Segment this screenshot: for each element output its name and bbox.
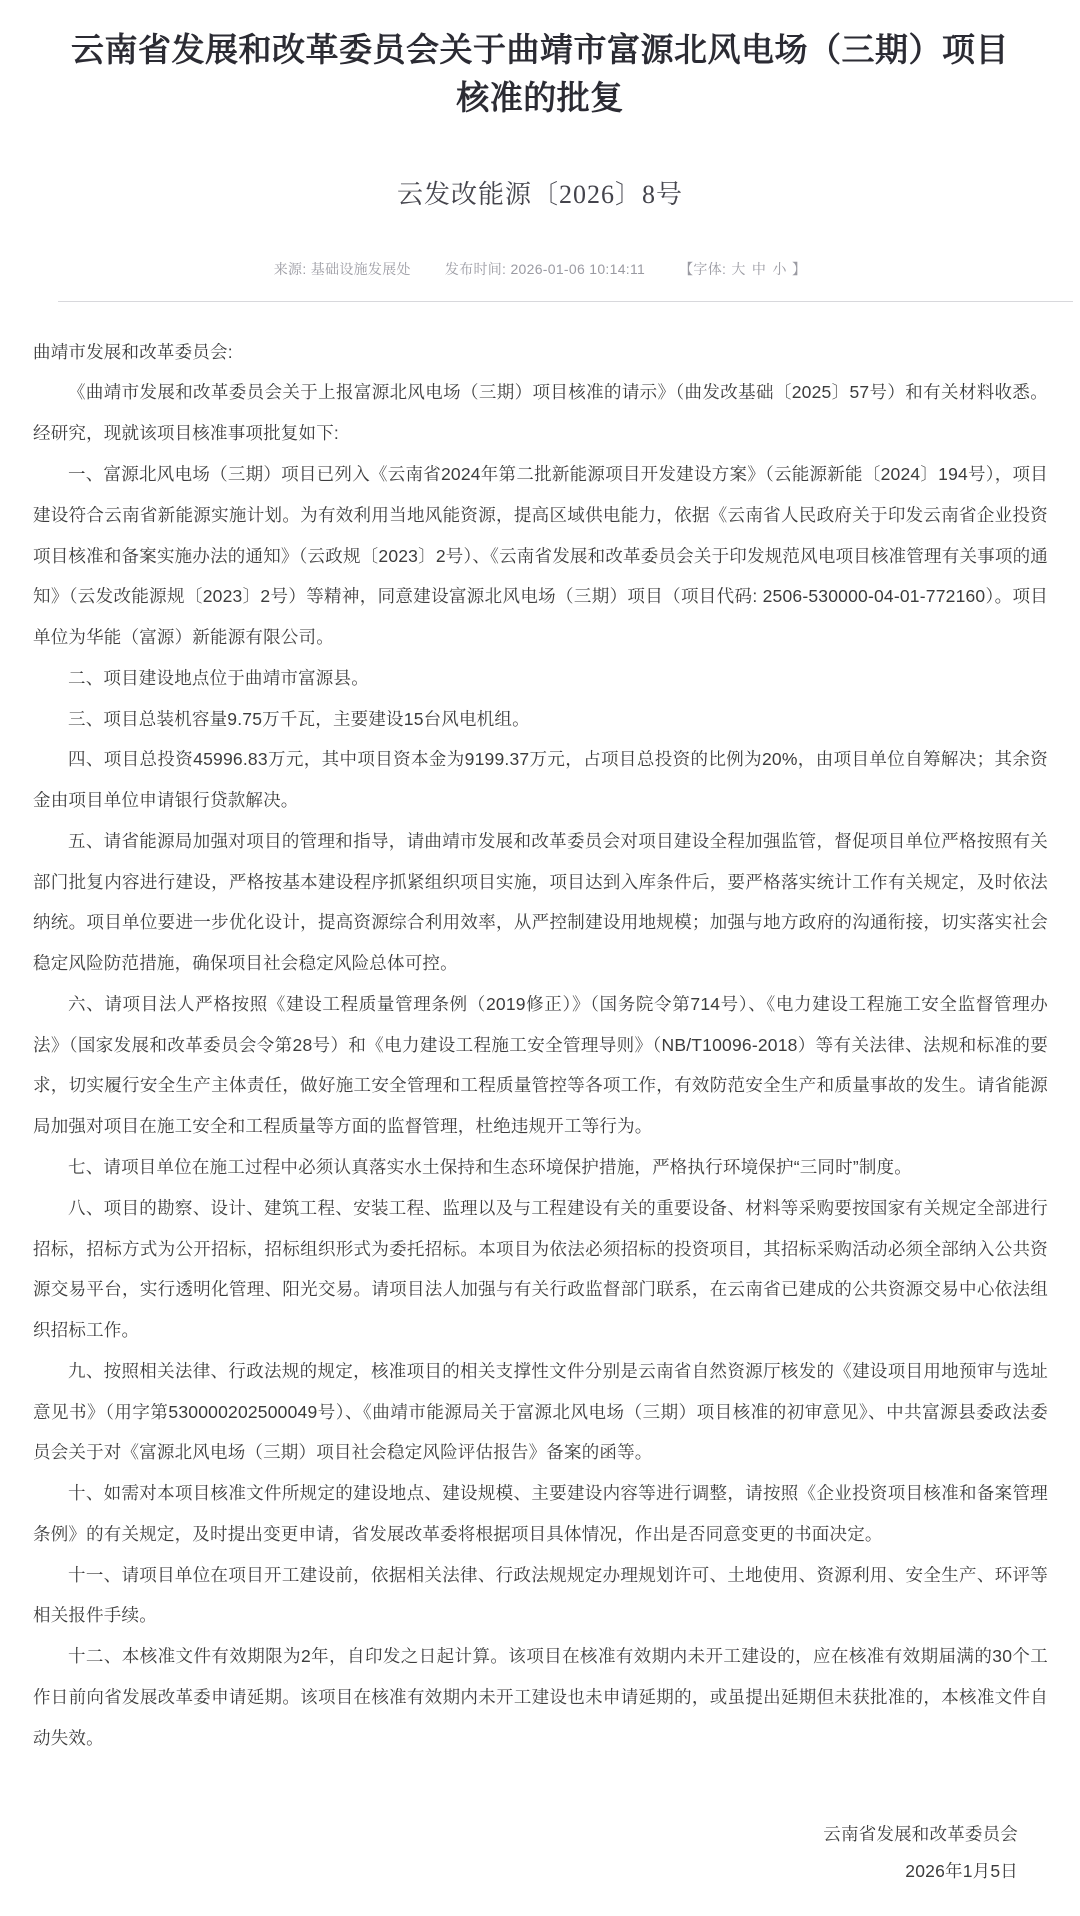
publish-time-meta (445, 259, 645, 279)
font-size-label: 【字体: (679, 260, 727, 277)
intro-paragraph: 《曲靖市发展和改革委员会关于上报富源北风电场（三期）项目核准的请示》（曲发改基础〔2025〕57号）和有关材料收悉。经研究，现就该项目核准事项批复如下: (33, 382, 1048, 444)
publish-time-label: 发布时间: (444, 260, 507, 277)
font-size-large-button[interactable]: 大 (731, 260, 746, 277)
document-header (0, 0, 1080, 302)
font-size-suffix: 】 (791, 260, 807, 277)
clause-paragraph: 八、项目的勘察、设计、建筑工程、安装工程、监理以及与工程建设有关的重要设备、材料等采购要按国家有关规定全部进行招标，招标方式为公开招标，招标组织形式为委托招标。本项目为依法必须招标的投资项目，其招标采购活动必须全部纳入公共资源交易平台，实行透明化管理、阳光交易。请项目法人加强与有关行政监督部门联系，在云南省已建成的公共资源交易中心依法组织招标工作。 (33, 1197, 1048, 1341)
source-label: 来源: (273, 260, 307, 277)
document-body (0, 302, 1080, 1916)
clause-paragraph: 三、项目总装机容量9.75万千瓦，主要建设15台风电机组。 (68, 708, 530, 729)
font-size-medium-button[interactable]: 中 (751, 260, 767, 277)
clause-paragraph: 十一、请项目单位在项目开工建设前，依据相关法律、行政法规规定办理规划许可、土地使用、资源利用、安全生产、环评等相关报件手续。 (33, 1564, 1048, 1626)
font-size-controls (679, 259, 806, 279)
document-meta (58, 211, 1022, 279)
source-meta (274, 259, 411, 279)
clause-paragraph: 四、项目总投资45996.83万元，其中项目资本金为9199.37万元，占项目总投资的比例为20%，由项目单位自筹解决；其余资金由项目单位申请银行贷款解决。 (33, 749, 1048, 811)
issue-date: 2026年1月5日 (905, 1861, 1018, 1882)
source-value: 基础设施发展处 (310, 260, 411, 277)
clause-paragraph: 一、富源北风电场（三期）项目已列入《云南省2024年第二批新能源项目开发建设方案》（云能源新能〔2024〕194号），项目建设符合云南省新能源实施计划。为有效利用当地风能资源，提高区域供电能力，依据《云南省人民政府关于印发云南省企业投资项目核准和备案实施办法的通知》（云政规〔2023〕2号）、《云南省发展和改革委员会关于印发规范风电项目核准管理有关事项的通知》（云发改能源规〔2023〕2号）等精神，同意建设富源北风电场（三期）项目（项目代码: 2506-530000-04-01-772160）。项目单位为华能（富源）新能源有限公司。 (33, 463, 1048, 648)
publish-time-value: 2026-01-06 10:14:11 (510, 260, 646, 277)
font-size-small-button[interactable]: 小 (772, 260, 787, 277)
signature-block (33, 1758, 1048, 1890)
clause-paragraph: 十、如需对本项目核准文件所规定的建设地点、建设规模、主要建设内容等进行调整，请按照《企业投资项目核准和备案管理条例》的有关规定，及时提出变更申请，省发展改革委将根据项目具体情况，作出是否同意变更的书面决定。 (33, 1483, 1048, 1544)
page-title: 云南省发展和改革委员会关于曲靖市富源北风电场（三期）项目核准的批复 (71, 31, 1009, 116)
clause-paragraph: 六、请项目法人严格按照《建设工程质量管理条例（2019修正）》（国务院令第714号）、《电力建设工程施工安全监督管理办法》（国家发展和改革委员会令第28号）和《电力建设工程施工安全管理导则》（NB/T10096-2018）等有关法律、法规和标准的要求，切实履行安全生产主体责任，做好施工安全管理和工程质量管控等各项工作，有效防范安全生产和质量事故的发生。请省能源局加强对项目在施工安全和工程质量等方面的监督管理，杜绝违规开工等行为。 (33, 993, 1048, 1137)
clause-paragraph: 二、项目建设地点位于曲靖市富源县。 (68, 667, 369, 688)
bottom-spacer (33, 1890, 1048, 1916)
clause-paragraph: 九、按照相关法律、行政法规的规定，核准项目的相关支撑性文件分别是云南省自然资源厅核发的《建设项目用地预审与选址意见书》（用字第530000202500049号）、《曲靖市能源局关于富源北风电场（三期）项目核准的初审意见》、中共富源县委政法委员会关于对《富源北风电场（三期）项目社会稳定风险评估报告》备案的函等。 (33, 1360, 1048, 1463)
clause-paragraph: 五、请省能源局加强对项目的管理和指导，请曲靖市发展和改革委员会对项目建设全程加强监管，督促项目单位严格按照有关部门批复内容进行建设，严格按基本建设程序抓紧组织项目实施，项目达到入库条件后，要严格落实统计工作有关规定，及时依法纳统。项目单位要进一步优化设计，提高资源综合利用效率，从严控制建设用地规模；加强与地方政府的沟通衔接，切实落实社会稳定风险防范措施，确保项目社会稳定风险总体可控。 (33, 830, 1048, 974)
issuing-authority: 云南省发展和改革委员会 (823, 1824, 1018, 1845)
clause-paragraph: 十二、本核准文件有效期限为2年，自印发之日起计算。该项目在核准有效期内未开工建设的，应在核准有效期届满的30个工作日前向省发展改革委申请延期。该项目在核准有效期内未开工建设也未申请延期的，或虽提出延期但未获批准的，本核准文件自动失效。 (33, 1646, 1048, 1748)
salutation: 曲靖市发展和改革委员会: (33, 341, 233, 362)
clause-paragraph: 七、请项目单位在施工过程中必须认真落实水土保持和生态环境保护措施，严格执行环境保护“三同时”制度。 (68, 1157, 912, 1177)
document-number: 云发改能源〔2026〕8号 (396, 179, 683, 209)
